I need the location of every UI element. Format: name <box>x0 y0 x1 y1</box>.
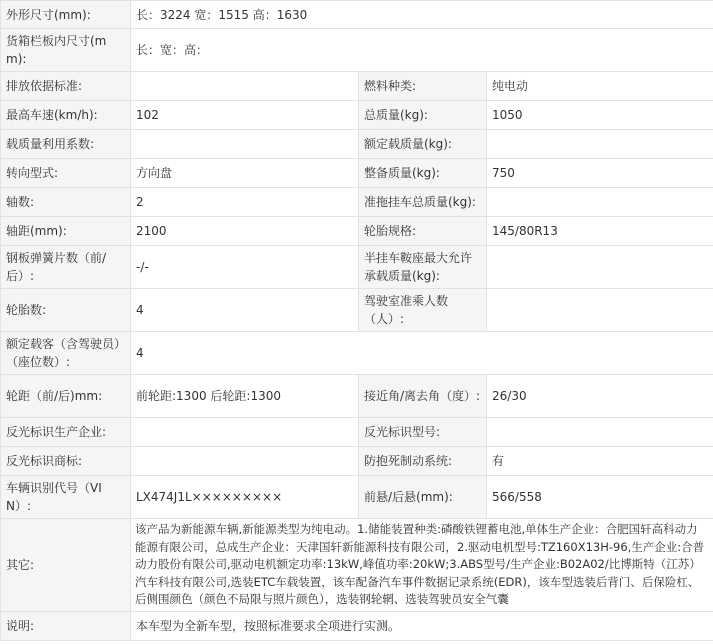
table-row <box>1 101 713 130</box>
label-steering-type: 转向型式: <box>1 159 131 188</box>
label-rated-load-mass: 额定载质量(kg): <box>359 130 487 159</box>
label-cab-seating-capacity: 驾驶室准乘人数（人）: <box>359 289 487 332</box>
label-fuel-type: 燃料种类: <box>359 72 487 101</box>
label-reflective-marker-manufacturer: 反光标识生产企业: <box>1 418 131 447</box>
value-cargo-box-inner-dimensions: 长：宽：高： <box>131 29 713 72</box>
value-load-utilization-coefficient <box>131 130 359 159</box>
label-approach-departure-angle: 接近角/离去角（度）: <box>359 375 487 418</box>
value-tire-count: 4 <box>131 289 359 332</box>
table-row <box>1 130 713 159</box>
label-cargo-box-inner-dimensions: 货箱栏板内尺寸(mm): <box>1 29 131 72</box>
value-steering-type: 方向盘 <box>131 159 359 188</box>
value-max-speed: 102 <box>131 101 359 130</box>
value-track-width: 前轮距:1300 后轮距:1300 <box>131 375 359 418</box>
value-approach-departure-angle: 26/30 <box>487 375 713 418</box>
label-front-rear-overhang: 前悬/后悬(mm): <box>359 476 487 519</box>
value-reflective-marker-model <box>487 418 713 447</box>
value-reflective-marker-manufacturer <box>131 418 359 447</box>
table-row <box>1 418 713 447</box>
value-note: 本车型为全新车型，按照标准要求全项进行实测。 <box>131 612 713 641</box>
value-rated-passengers: 4 <box>131 332 713 375</box>
label-leaf-spring-count: 钢板弹簧片数（前/后）: <box>1 246 131 289</box>
table-row <box>1 289 713 332</box>
label-reflective-marker-model: 反光标识型号: <box>359 418 487 447</box>
value-leaf-spring-count: -/- <box>131 246 359 289</box>
value-tire-spec: 145/80R13 <box>487 217 713 246</box>
table-row <box>1 447 713 476</box>
label-abs: 防抱死制动系统: <box>359 447 487 476</box>
table-row <box>1 29 713 72</box>
table-row <box>1 332 713 375</box>
label-rated-passengers: 额定载客（含驾驶员）（座位数）: <box>1 332 131 375</box>
table-row <box>1 519 713 612</box>
label-trailer-total-mass: 准拖挂车总质量(kg): <box>359 188 487 217</box>
label-load-utilization-coefficient: 载质量利用系数: <box>1 130 131 159</box>
label-semitrailer-saddle-load: 半挂车鞍座最大允许承载质量(kg): <box>359 246 487 289</box>
value-rated-load-mass <box>487 130 713 159</box>
label-track-width: 轮距（前/后)mm: <box>1 375 131 418</box>
value-abs: 有 <box>487 447 713 476</box>
label-axle-count: 轴数: <box>1 188 131 217</box>
value-front-rear-overhang: 566/558 <box>487 476 713 519</box>
value-reflective-marker-brand <box>131 447 359 476</box>
value-cab-seating-capacity <box>487 289 713 332</box>
value-total-mass: 1050 <box>487 101 713 130</box>
value-trailer-total-mass <box>487 188 713 217</box>
label-tire-count: 轮胎数: <box>1 289 131 332</box>
value-axle-count: 2 <box>131 188 359 217</box>
label-wheelbase: 轴距(mm): <box>1 217 131 246</box>
label-other: 其它: <box>1 519 131 612</box>
label-total-mass: 总质量(kg): <box>359 101 487 130</box>
label-reflective-marker-brand: 反光标识商标: <box>1 447 131 476</box>
label-note: 说明: <box>1 612 131 641</box>
table-row <box>1 476 713 519</box>
label-curb-mass: 整备质量(kg): <box>359 159 487 188</box>
label-tire-spec: 轮胎规格: <box>359 217 487 246</box>
value-fuel-type: 纯电动 <box>487 72 713 101</box>
value-vin: LX474J1L××××××××× <box>131 476 359 519</box>
table-row <box>1 188 713 217</box>
label-vin: 车辆识别代号（VIN）: <box>1 476 131 519</box>
table-row <box>1 375 713 418</box>
table-row <box>1 159 713 188</box>
value-curb-mass: 750 <box>487 159 713 188</box>
value-emission-standard <box>131 72 359 101</box>
value-other: 该产品为新能源车辆,新能源类型为纯电动。1.储能装置种类:磷酸铁锂蓄电池,单体生产企业：合肥国轩高科动力能源有限公司，总成生产企业：天津国轩新能源科技有限公司，2.驱动电机型号:TZ160X13H-96,生产企业:合普动力股份有限公司,驱动电机额定功率:13kW,峰值功率:20kW;3.ABS型号/生产企业:B02A02/比博斯特（江苏）汽车科技有限公司,选装ETC车载装置，该车配备汽车事件数据记录系统(EDR)，该车型选装后背门、后保险杠、后侧围颜色（颜色不局限与照片颜色），选装钢轮辋、选装驾驶员安全气囊 <box>131 519 713 612</box>
label-outer-dimensions: 外形尺寸(mm): <box>1 1 131 29</box>
table-row <box>1 1 713 29</box>
table-row <box>1 246 713 289</box>
table-row <box>1 72 713 101</box>
table-row <box>1 612 713 641</box>
label-max-speed: 最高车速(km/h): <box>1 101 131 130</box>
value-wheelbase: 2100 <box>131 217 359 246</box>
value-semitrailer-saddle-load <box>487 246 713 289</box>
table-row <box>1 217 713 246</box>
value-outer-dimensions: 长：3224 宽：1515 高：1630 <box>131 1 713 29</box>
label-emission-standard: 排放依据标准: <box>1 72 131 101</box>
